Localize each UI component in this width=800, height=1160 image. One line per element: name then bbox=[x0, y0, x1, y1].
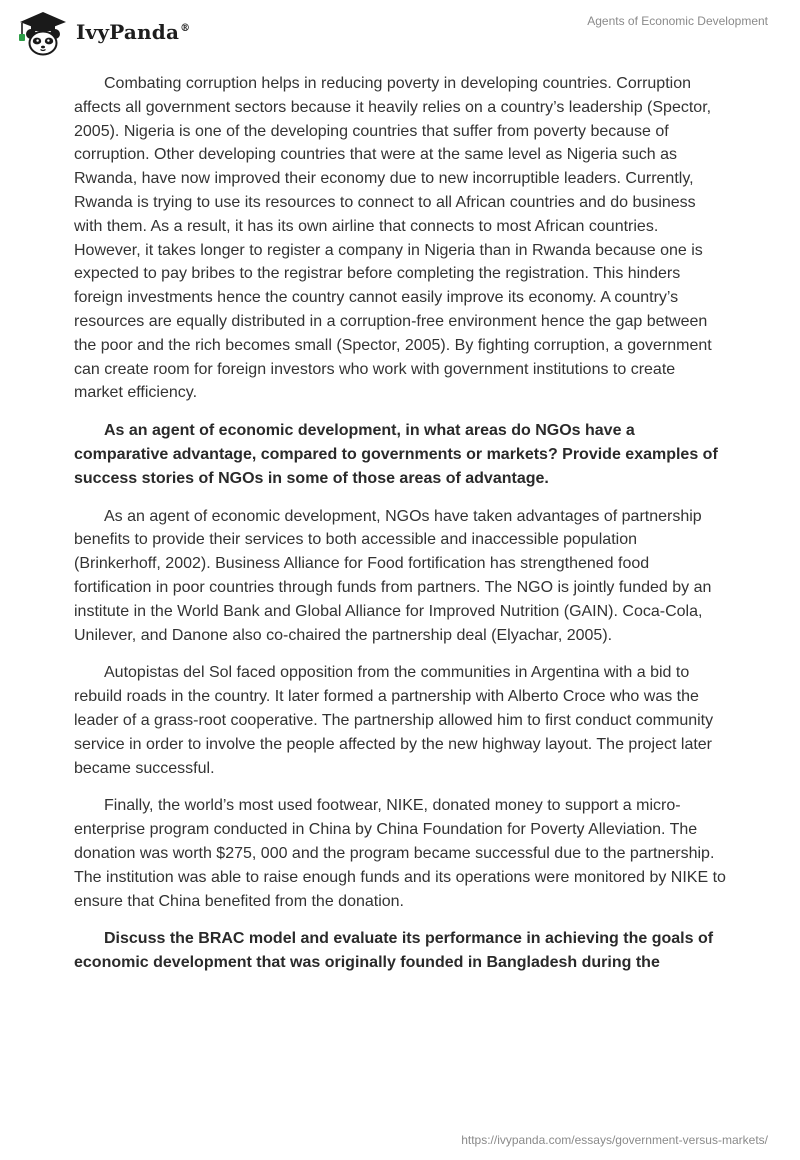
running-title: Agents of Economic Development bbox=[587, 14, 768, 28]
page-header bbox=[0, 0, 800, 60]
question-heading: Discuss the BRAC model and evaluate its performance in achieving the goals of economic development that was originally founded in Bangladesh during the bbox=[74, 930, 714, 972]
brand-logo[interactable] bbox=[14, 8, 190, 56]
panda-graduate-icon bbox=[14, 8, 70, 56]
brand-name: IvyPanda® bbox=[76, 20, 191, 44]
source-url: https://ivypanda.com/essays/government-versus-markets/ bbox=[461, 1133, 768, 1147]
paragraph: As an agent of economic development, NGOs have taken advantages of partnership benefits to provide their services to both accessible and inaccessible population (Brinkerhoff, 2002). Business Alliance for Food fortification has strengthened food fortification in poor countries through funds from partners. The NGO is jointly funded by an institute in the World Bank and Global Alliance for Improved Nutrition (GAIN). Coca-Cola, Unilever, and Danone also co-chaired the partnership deal (Elyachar, 2005). bbox=[74, 507, 712, 644]
paragraph: Combating corruption helps in reducing poverty in developing countries. Corruption affects all government sectors because it heavily relies on a country’s leadership (Spector, 2005). Nigeria is one of the developing countries that suffer from poverty because of corruption. Other developing countries that were at the same level as Nigeria such as Rwanda, have now improved their economy due to new incorruptible leaders. Currently, Rwanda is trying to use its resources to connect to all African countries and do business with them. As a result, it has its own airline that connects to most African countries. However, it takes longer to register a company in Nigeria than in Rwanda because one is expected to pay bribes to the registrar before completing the registration. This hinders foreign investments hence the country cannot easily improve its economy. A country’s resources are equally distributed in a corruption-free environment hence the gap between the poor and the rich becomes small (Spector, 2005). By fighting corruption, a government can create room for foreign investors who work with government institutions to create market efficiency. bbox=[74, 75, 712, 402]
paragraph: Autopistas del Sol faced opposition from the communities in Argentina with a bid to rebuild roads in the country. It later formed a partnership with Alberto Croce who was the leader of a grass-root cooperative. The partnership allowed him to first conduct community service in order to involve the people affected by the new highway layout. The project later became successful. bbox=[74, 664, 714, 777]
question-heading: As an agent of economic development, in what areas do NGOs have a comparative advantage, compared to governments or markets? Provide examples of success stories of NGOs in some of those areas of advantage. bbox=[74, 422, 718, 487]
essay-body bbox=[74, 72, 726, 989]
paragraph: Finally, the world’s most used footwear, NIKE, donated money to support a micro-enterprise program conducted in China by China Foundation for Poverty Alleviation. The donation was worth $275, 000 and the program became successful due to the partnership. The institution was able to raise enough funds and its operations were monitored by NIKE to ensure that China benefited from the donation. bbox=[74, 797, 726, 910]
